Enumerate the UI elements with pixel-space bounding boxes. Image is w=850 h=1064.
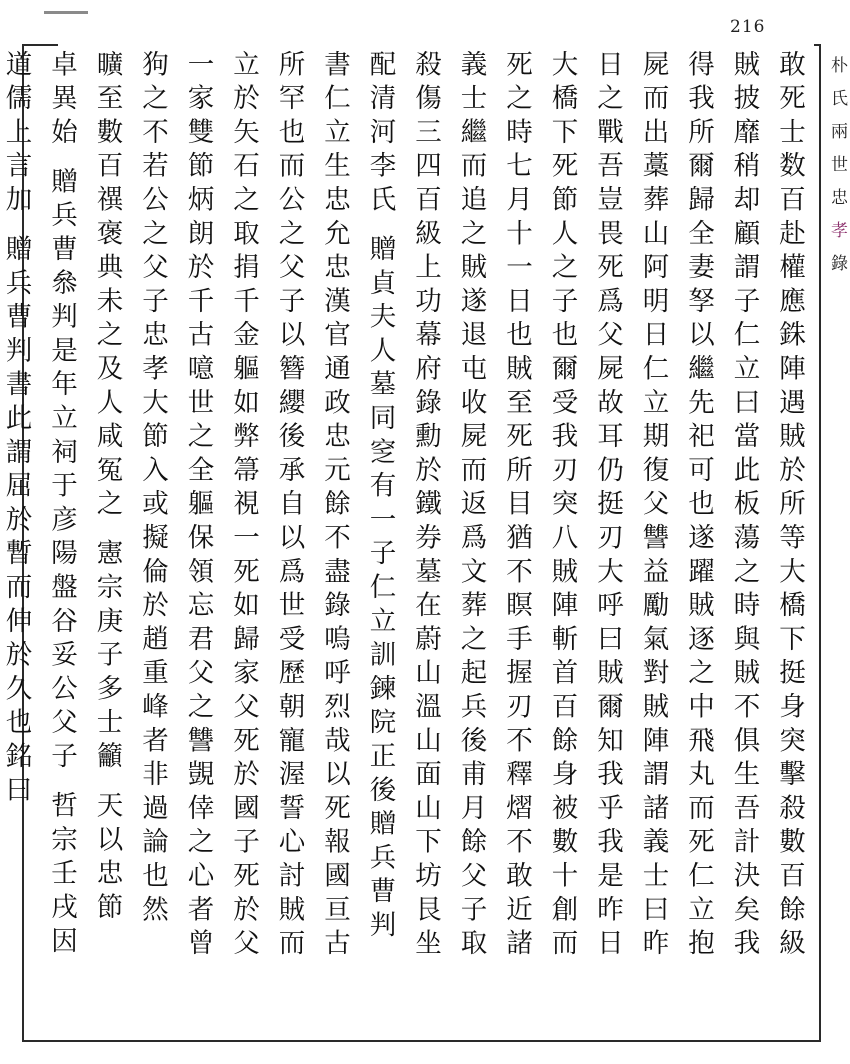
text-column-5: 日之戰吾豈畏死爲父屍故耳仍挺刃大呼曰賊爾知我乎我是昨日 [592,50,623,963]
text-column-2: 賊披靡稍却顧謂子仁立曰當此板蕩之時與賊不俱生吾計決矣我 [728,50,760,963]
text-column-17: 卓異始 贈兵曹叅判是年立祠于彦陽盤谷妥公父子 哲宗壬戌因 [46,50,77,961]
text-column-3: 得我所爾歸全妻孥以繼先祀可也遂躍賊逐之中飛丸而死仁立抱 [683,50,714,963]
text-column-4: 屍而出藁葬山阿明日仁立期復父讐益勵氣對賊陣謂諸義士曰昨 [637,50,669,963]
frame-top-border-left [22,44,58,46]
text-column-16: 曠至數百禩褒典未之及人咸冤之 憲宗庚子多士籲 天以忠節 [91,50,123,927]
running-header-suffix: 錄 [827,254,847,287]
text-column-13: 立於矢石之取捐千金軀如弊箒視一死如歸家父死於國子死於父 [228,50,259,963]
text-column-8: 義士繼而追之賊遂退屯收屍而返爲文葬之起兵後甫月餘父子取 [455,50,487,963]
text-column-15: 狗之不若公之父子忠孝大節入或擬倫於趙重峰者非過論也然 [137,50,168,929]
text-column-12: 所罕也而公之父子以簪纓後承自以爲世受歷朝寵渥誓心討賊而 [273,50,305,963]
running-header-accent: 孝 [827,221,847,254]
text-column-6: 大橋下死節人之子也爾受我刃突八賊陣斬首百餘身被數十創而 [546,50,578,963]
text-column-10: 配清河李氏 贈貞夫人墓同窆有一子仁立訓鍊院正後贈兵曹判 [364,50,396,945]
text-column-9: 殺傷三四百級上功幕府錄勳於鐵券墓在蔚山溫山面山下坊艮坐 [410,50,441,963]
text-column-7: 死之時七月十一日也賊至死所目猶不瞑手握刃不釋熠不敢近諸 [501,50,532,963]
text-column-14: 一家雙節炳朗於千古噫世之全軀保領忘君父之讐覬倖之心者曾 [182,50,214,963]
running-header [822,56,850,396]
body-text [0,50,812,1042]
page-number: 216 [730,17,766,37]
running-header-prefix: 朴氏兩世忠 [827,56,847,221]
frame-right-border [819,44,821,1042]
text-column-18: 道儒上言加 贈兵曹判書此謂屈於暫而伸於久也銘曰 [0,50,32,810]
text-column-11: 書仁立生忠允忠漢官通政忠元餘不盡錄嗚呼烈哉以死報國亘古 [319,50,350,963]
text-column-1: 敢死士数百赴權應銖陣遇賊於所等大橋下挺身突擊殺數百餘級 [774,50,805,963]
top-rule [44,11,88,14]
